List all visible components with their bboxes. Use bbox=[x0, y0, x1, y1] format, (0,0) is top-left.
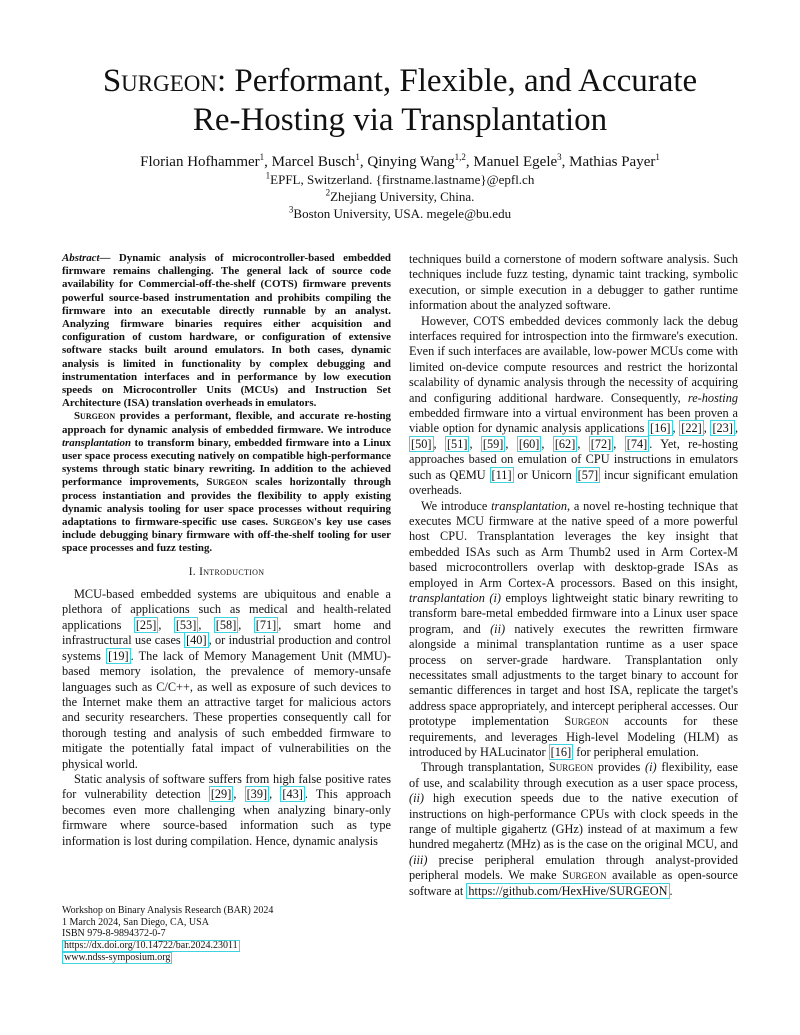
body-paragraph-2: However, COTS embedded devices commonly lack the debug interfaces required for introspection into the firmware's execution. Even if such interfaces are available, low-power MCUs come with limited on-device compute resources and restrict the horizontal scalability of dynamic analysis through the necessity of acquiring and configuring additional hardware. Consequently, re-hosting embedded firmware into a virtual environment has been proven a viable option for dynamic analysis applications [16] , [22] , [23] , [50] , [51] , [59] , [60] , [62] , [72] , [74] . Yet, re-hosting approaches based on emulation of CPU instructions in emulators such as QEMU [11] or Unicorn [57] incur significant emulation overheads. bbox=[409, 313, 739, 498]
citation-link[interactable]: [59] bbox=[482, 436, 504, 451]
affiliation-mark: 1 bbox=[265, 170, 271, 181]
body-term: (i) bbox=[645, 760, 657, 775]
abstract-text: 's key use cases include debugging binary firmware with off-the-shelf tooling for user space processes and fuzz testing. bbox=[62, 516, 391, 555]
citation-link[interactable]: [57] bbox=[577, 467, 599, 482]
repository-link[interactable]: https://github.com/HexHive/SURGEON bbox=[468, 883, 668, 898]
section-heading-introduction bbox=[62, 565, 391, 580]
system-name: Surgeon bbox=[74, 410, 116, 423]
venue-line: Workshop on Binary Analysis Research (BAR) 2024 bbox=[62, 905, 274, 916]
body-text: provides bbox=[593, 760, 646, 775]
body-term: (ii) bbox=[409, 791, 425, 806]
citation-link[interactable]: [22] bbox=[681, 421, 702, 436]
system-name: Surgeon bbox=[206, 476, 248, 489]
abstract-label: Abstract bbox=[62, 252, 100, 264]
citation-link[interactable]: [72] bbox=[590, 436, 612, 451]
body-text: incur significant emulation overheads. bbox=[409, 467, 738, 498]
abstract-term: transplantation bbox=[62, 436, 132, 449]
citation-link[interactable]: [40] bbox=[186, 633, 207, 648]
body-text: Through transplantation, bbox=[421, 760, 549, 775]
citation-link[interactable]: [16] bbox=[550, 745, 572, 759]
abstract-text: to transform binary, embedded firmware into a Linux user space process executing natively on compatible high-performance systems through static binary rewriting. In addition to the achieved performance improvements, bbox=[62, 436, 391, 489]
affiliation-3 bbox=[60, 206, 740, 222]
intro-paragraph-2: Static analysis of software suffers from high false positive rates for vulnerability detection [29] , [39] , [43] . This approach becomes even more challenging when analyzing binary-only firmware where source-based information such as type information is lost during compilation. Hence, dynamic analysis bbox=[62, 771, 391, 848]
body-text: available as open-source software at bbox=[409, 868, 738, 898]
body-text: , smart home and infrastructural use cases bbox=[62, 617, 391, 648]
body-text: precise peripheral emulation through analyst-provided peripheral models. We make bbox=[409, 852, 738, 883]
citation-link[interactable]: [51] bbox=[446, 436, 468, 451]
author-list: Florian Hofhammer$^1$, Marcel Busch$^1$, Qinying Wang$^{1,2}$, Manuel Egele$^3$, Mathias Payer$^1$ bbox=[140, 152, 660, 170]
body-paragraph-3 bbox=[409, 499, 738, 761]
body-term: transplantation bbox=[491, 498, 567, 513]
author-affiliation-mark: 1,2 bbox=[454, 152, 466, 162]
citation-link[interactable]: [11] bbox=[491, 467, 512, 482]
citation-link[interactable]: [62] bbox=[554, 436, 576, 451]
body-text: MCU-based embedded systems are ubiquitous and enable a plethora of applications such as medical and health-related applications bbox=[62, 587, 391, 632]
abstract-text: provides a performant, flexible, and accurate re-hosting approach for dynamic analysis of embedded firmware. We introduce bbox=[62, 410, 391, 436]
body-text: or Unicorn bbox=[513, 467, 576, 482]
body-paragraph-1 bbox=[409, 252, 738, 314]
system-name: Surgeon bbox=[562, 868, 607, 883]
publication-footer bbox=[62, 905, 362, 964]
section-initial: I bbox=[199, 565, 204, 578]
body-text: for peripheral emulation. bbox=[573, 745, 699, 759]
body-text: accounts for these requirements, and leverages High-level Modeling (HLM) as introduced by HALucinator bbox=[409, 714, 738, 759]
citation-link[interactable]: [23] bbox=[712, 421, 733, 436]
author-affiliation-mark: 1 bbox=[259, 152, 265, 162]
author-affiliation-mark: 1 bbox=[655, 152, 660, 162]
date-line: 1 March 2024, San Diego, CA, USA bbox=[62, 916, 209, 928]
body-text: . This approach becomes even more challenging when analyzing binary-only firmware where source-based information such as type information is lost during compilation. Hence, dynamic analysis bbox=[62, 787, 391, 848]
affiliation-1 bbox=[60, 172, 740, 188]
body-text: employs lightweight static binary rewriting to transform bare-metal embedded firmware into a Linux user space program, and bbox=[409, 590, 738, 636]
citation-link[interactable]: [60] bbox=[518, 436, 540, 451]
body-text: . Yet, re-hosting approaches based on emulation of CPU instructions in emulators such as QEMU bbox=[409, 436, 739, 482]
system-name: Surgeon bbox=[272, 516, 315, 529]
isbn-line: ISBN 979-8-9894372-0-7 bbox=[62, 928, 166, 940]
paper-title bbox=[60, 62, 740, 140]
body-text: techniques build a cornerstone of modern software analysis. Such techniques include fuzz testing, dynamic taint tracking, symbolic execution, or simple execution in a debugger to gather runtime information about the analyzed software. bbox=[409, 252, 738, 313]
citation-link[interactable]: [58] bbox=[215, 617, 237, 632]
body-term: (ii) bbox=[490, 621, 506, 636]
affiliation-mark: 3 bbox=[288, 204, 294, 215]
citation-link[interactable]: [29] bbox=[210, 787, 232, 802]
body-text: high execution speeds due to the native execution of instructions on high-performance CPUs with clock speeds in the range of multiple gigahertz (GHz) instead of at maximum a few hundred megahertz (MHz) as is the case on the original MCU, and bbox=[409, 791, 738, 852]
body-text: However, COTS embedded devices commonly lack the debug interfaces required for introspection into the firmware's execution. Even if such interfaces are available, low-power MCUs come with limited on-device compute resources and restrict the horizontal scalability of dynamic analysis through the necessity of acquiring and configuring additional hardware. Consequently, bbox=[409, 313, 738, 405]
citation-link[interactable]: [39] bbox=[246, 787, 268, 802]
abstract-text: scales horizontally through process instantiation and provides the flexibility to apply existing dynamic analysis tooling for user space processes without requiring adaptations to firmware-specific use cases. bbox=[62, 476, 392, 529]
author-affiliation-mark: 1 bbox=[355, 152, 360, 162]
author-name: Marcel Busch bbox=[271, 154, 356, 170]
body-term: re-hosting bbox=[687, 390, 738, 405]
body-text: . bbox=[669, 883, 673, 898]
body-text: natively executes the rewritten firmware alongside a minimal transplantation runtime as a user space process on server-grade hardware. Transplantation only necessitates small adjustments to the target binary to account for semantic differences in target and host ISA, replicate the target's address space appropriately, and intercept peripheral accesses. Our prototype implementation bbox=[409, 621, 738, 729]
abstract-text: — Dynamic analysis of microcontroller-based embedded firmware remains challenging. The general lack of source code availability for Commercial-off-the-shelf (COTS) firmware prevents powerful source-based instrumentation and prohibits compiling the firmware into an executable directly runnable by an analyst. Analyzing firmware binaries requires either acquisition and configuration of custom hardware, or configuration of extensive software stacks built around emulators. In both cases, dynamic analysis is limited in functionality by complex debugging and instrumentation interfaces and in performance by low execution speeds on Microcontroller Units (MCUs) and Instruction Set Architecture (ISA) translation overheads in emulators. bbox=[62, 252, 391, 410]
title-system-name: Surgeon bbox=[102, 63, 217, 99]
affiliation-2 bbox=[60, 189, 740, 205]
citation-link[interactable]: [19] bbox=[108, 648, 129, 663]
citation-link[interactable]: [25] bbox=[135, 617, 157, 632]
body-text: Static analysis of software suffers from high false positive rates for vulnerability detection bbox=[62, 771, 391, 802]
abstract-paragraph-2 bbox=[62, 410, 391, 555]
abstract bbox=[62, 252, 391, 556]
citation-link[interactable]: [53] bbox=[175, 617, 197, 632]
left-column bbox=[62, 252, 391, 849]
citation-link[interactable]: [43] bbox=[282, 787, 303, 802]
author-affiliation-mark: 3 bbox=[557, 152, 562, 162]
body-text: embedded firmware into a virtual environment has been proven a viable option for dynamic analysis applications bbox=[409, 406, 738, 436]
section-number: I. bbox=[188, 565, 196, 578]
affiliation-text: EPFL, Switzerland. {firstname.lastname}@epfl.ch bbox=[270, 172, 535, 187]
citation-link[interactable]: [50] bbox=[411, 436, 432, 451]
system-name: Surgeon bbox=[548, 760, 594, 775]
symposium-link[interactable]: www.ndss-symposium.org bbox=[64, 952, 171, 964]
body-text: flexibility, ease of use, and scalability through execution as a user space process, bbox=[409, 760, 738, 790]
affiliation-mark: 2 bbox=[325, 187, 331, 198]
doi-link[interactable]: https://dx.doi.org/10.14722/bar.2024.23011 bbox=[64, 940, 238, 952]
affiliation-text: Boston University, USA. megele@bu.edu bbox=[293, 206, 512, 221]
affiliation-text: Zhejiang University, China. bbox=[330, 189, 475, 204]
section-title: ntroduction bbox=[203, 565, 265, 578]
body-text: We introduce bbox=[421, 498, 492, 513]
abstract-paragraph-1 bbox=[62, 252, 391, 410]
body-text: , or industrial production and control systems bbox=[62, 633, 391, 663]
author-name: Qinying Wang bbox=[367, 154, 455, 170]
body-term: (iii) bbox=[409, 852, 428, 867]
intro-paragraph-1: MCU-based embedded systems are ubiquitous and enable a plethora of applications such as medical and health-related applications [25] , [53] , [58] , [71] , smart home and infrastructural use cases [40] , or industrial production and control systems [19] . The lack of Memory Management Unit (MMU)-based memory isolation, the prevalence of memory-unsafe languages such as C/C++, as well as exposure of such devices to the Internet make them an attractive target for malicious actors and security researchers. These properties consequently call for thorough testing and analysis of such embedded firmware to mitigate the potentially fatal impact of vulnerabilities on the physical world. bbox=[62, 587, 391, 771]
body-text: , a novel re-hosting technique that executes MCU firmware at the native speed of a more powerful host CPU. Transplantation leverages the key insight that embedded ISAs such as Arm Thumb2 used in Arm Cortex-M based microcontrollers overlap with desktop-grade ISAs as employed in Arm Cortex-A processors. Based on this insight, bbox=[409, 498, 738, 590]
system-name: Surgeon bbox=[564, 714, 609, 729]
author-name: Mathias Payer bbox=[569, 154, 656, 170]
title-line1: : Performant, Flexible, and Accurate bbox=[217, 63, 698, 99]
body-text: . The lack of Memory Management Unit (MMU)-based memory isolation, the prevalence of memory-unsafe languages such as C/C++, as well as exposure of such devices to the Internet make them an attractive target for malicious actors and security researchers. These properties consequently call for thorough testing and analysis of such embedded firmware to mitigate the potentially fatal impact of vulnerabilities on the physical world. bbox=[62, 648, 391, 771]
citation-link[interactable]: [16] bbox=[650, 421, 671, 436]
author-name: Florian Hofhammer bbox=[140, 154, 260, 170]
body-term: transplantation (i) bbox=[409, 590, 501, 605]
author-name: Manuel Egele bbox=[473, 154, 558, 170]
body-paragraph-4 bbox=[409, 760, 738, 899]
citation-link[interactable]: [71] bbox=[255, 617, 277, 632]
right-column bbox=[409, 252, 738, 899]
title-line2: Re-Hosting via Transplantation bbox=[192, 102, 608, 138]
citation-link[interactable]: [74] bbox=[626, 436, 648, 451]
